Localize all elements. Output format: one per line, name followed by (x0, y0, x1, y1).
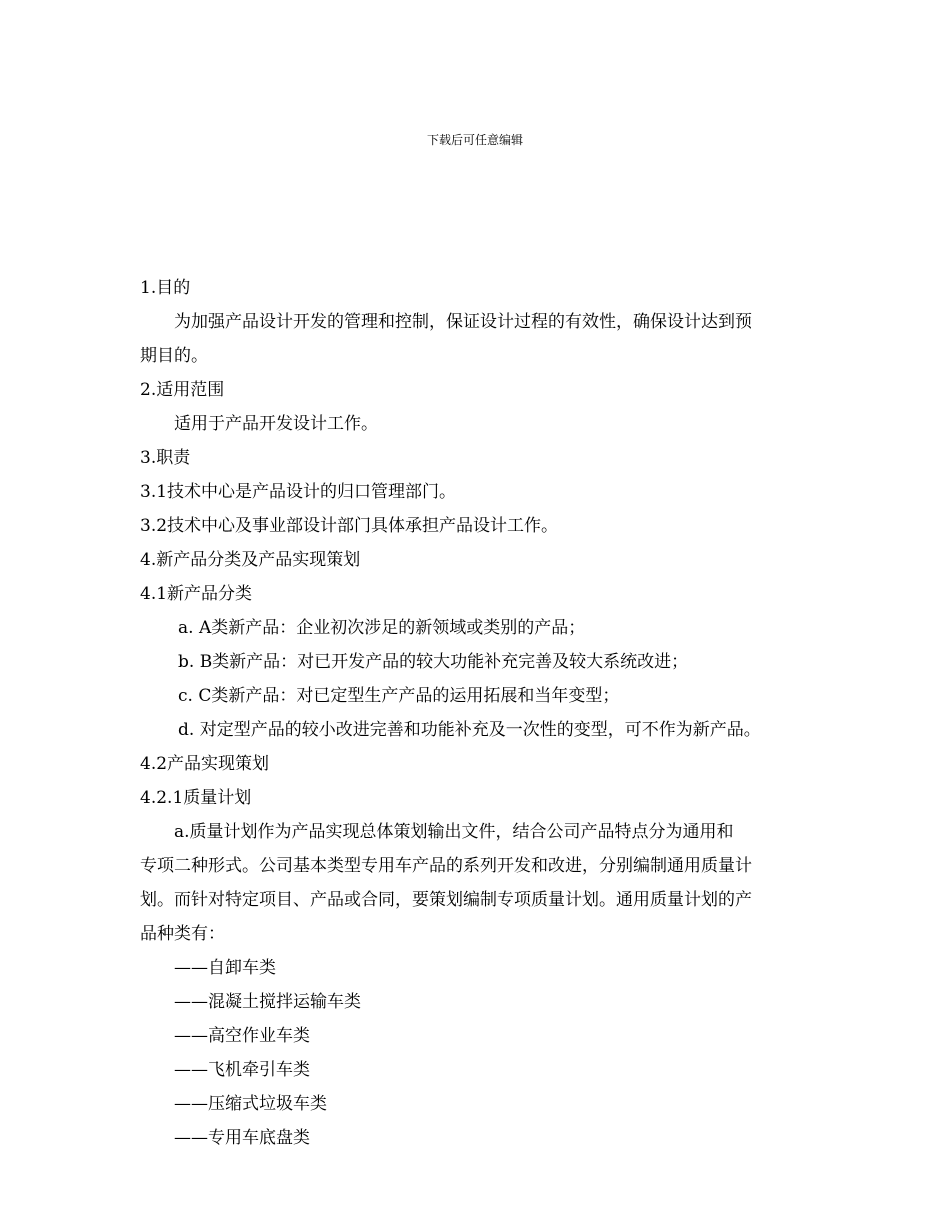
paragraph-line: 为加强产品设计开发的管理和控制，保证设计过程的有效性，确保设计达到预 (174, 312, 752, 332)
heading-classification: 4.新产品分类及产品实现策划 (140, 550, 361, 570)
paragraph-line: 品种类有： (140, 924, 225, 944)
paragraph-line: a.质量计划作为产品实现总体策划输出文件，结合公司产品特点分为通用和 (174, 822, 734, 842)
list-item: d. 对定型产品的较小改进完善和功能补充及一次性的变型，可不作为新产品。 (178, 720, 761, 740)
heading-responsibilities: 3.职责 (140, 448, 191, 468)
page-header: 下载后可任意编辑 (426, 133, 523, 147)
paragraph-line: 划。而针对特定项目、产品或合同，要策划编制专项质量计划。通用质量计划的产 (140, 890, 752, 910)
heading-purpose: 1.目的 (140, 278, 191, 298)
list-item: c. C类新产品：对已定型生产产品的运用拓展和当年变型； (178, 686, 620, 706)
list-item: ——压缩式垃圾车类 (174, 1094, 327, 1114)
list-item: a. A类新产品：企业初次涉足的新领域或类别的产品； (178, 618, 586, 638)
document-body (140, 271, 820, 1155)
subheading-planning: 4.2产品实现策划 (140, 754, 270, 774)
heading-scope: 2.适用范围 (140, 380, 225, 400)
paragraph-line: 适用于产品开发设计工作。 (174, 414, 378, 434)
paragraph-line: 3.1技术中心是产品设计的归口管理部门。 (140, 482, 457, 502)
list-item: ——专用车底盘类 (174, 1128, 310, 1148)
subheading-classification: 4.1新产品分类 (140, 584, 253, 604)
list-item: ——飞机牵引车类 (174, 1060, 310, 1080)
list-item: ——自卸车类 (174, 958, 276, 978)
paragraph-line: 专项二种形式。公司基本类型专用车产品的系列开发和改进，分别编制通用质量计 (140, 856, 752, 876)
paragraph-line: 3.2技术中心及事业部设计部门具体承担产品设计工作。 (140, 516, 559, 536)
paragraph-line: 期目的。 (140, 346, 208, 366)
list-item: ——高空作业车类 (174, 1026, 310, 1046)
list-item: ——混凝土搅拌运输车类 (174, 992, 361, 1012)
subheading-quality-plan: 4.2.1质量计划 (140, 788, 252, 808)
list-item: b. B类新产品：对已开发产品的较大功能补充完善及较大系统改进； (178, 652, 689, 672)
